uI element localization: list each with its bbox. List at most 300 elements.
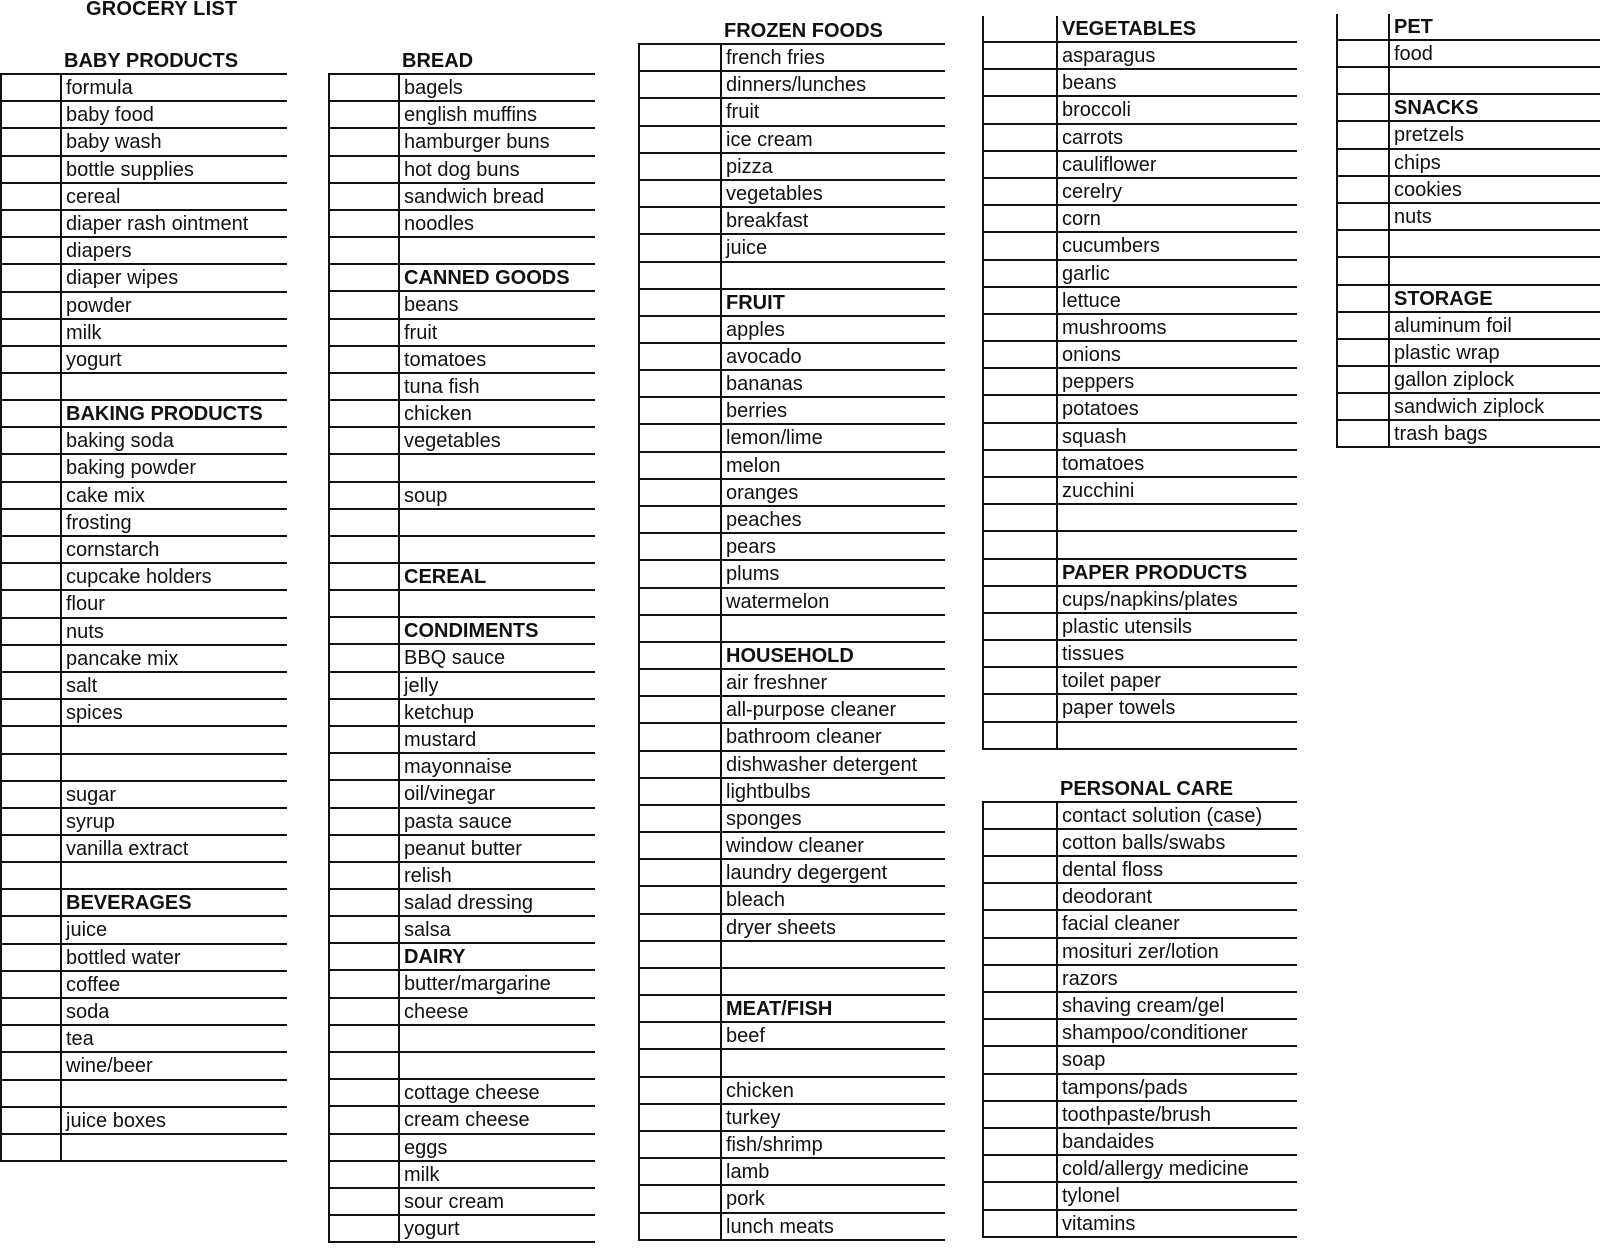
item-checkbox[interactable] (2, 293, 62, 318)
item-checkbox[interactable] (984, 1211, 1058, 1236)
item-checkbox[interactable] (2, 483, 62, 508)
item-checkbox[interactable] (2, 836, 62, 861)
list-item (328, 483, 595, 510)
list-item (982, 587, 1297, 614)
item-checkbox[interactable] (640, 561, 722, 586)
list-item (328, 238, 595, 265)
item-label: mustard (404, 728, 477, 751)
list-item (638, 779, 945, 806)
item-checkbox[interactable] (1338, 150, 1390, 175)
list-item (982, 911, 1297, 938)
item-label: plastic wrap (1394, 341, 1500, 364)
item-checkbox[interactable] (2, 809, 62, 834)
item-label (62, 727, 66, 752)
section-header (328, 265, 595, 292)
item-label: dryer sheets (726, 916, 837, 939)
item-checkbox[interactable] (640, 453, 722, 478)
item-label: beef (726, 1025, 765, 1048)
list-item (0, 1081, 287, 1108)
list-item (638, 1159, 945, 1186)
item-checkbox[interactable] (984, 830, 1058, 855)
item-checkbox[interactable] (2, 320, 62, 345)
item-checkbox[interactable] (640, 887, 722, 912)
item-checkbox[interactable] (640, 398, 722, 423)
section-header (328, 564, 595, 591)
item-checkbox[interactable] (984, 884, 1058, 909)
item-checkbox[interactable] (640, 942, 722, 967)
item-checkbox[interactable] (984, 396, 1058, 421)
item-checkbox[interactable] (984, 1047, 1058, 1072)
list-item (982, 396, 1297, 423)
list-item (982, 1183, 1297, 1210)
item-label: razors (1062, 967, 1118, 990)
item-checkbox[interactable] (1338, 421, 1390, 446)
item-checkbox[interactable] (984, 233, 1058, 258)
list-item (638, 45, 945, 72)
item-checkbox[interactable] (984, 614, 1058, 639)
item-checkbox[interactable] (2, 863, 62, 888)
header-checkbox-cell (1338, 95, 1390, 120)
list-item (328, 510, 595, 537)
list-item (0, 75, 287, 102)
item-checkbox[interactable] (2, 1053, 62, 1078)
page-title: GROCERY LIST (86, 0, 238, 20)
list-item (638, 887, 945, 914)
item-checkbox[interactable] (330, 863, 400, 888)
item-checkbox[interactable] (640, 1078, 722, 1103)
item-label: garlic (1062, 262, 1110, 285)
item-checkbox[interactable] (330, 238, 400, 263)
header-checkbox-cell (640, 643, 722, 668)
item-checkbox[interactable] (984, 668, 1058, 693)
list-item (0, 945, 287, 972)
item-checkbox[interactable] (330, 537, 400, 562)
item-checkbox[interactable] (984, 369, 1058, 394)
item-checkbox[interactable] (330, 347, 400, 372)
list-item (328, 75, 595, 102)
item-checkbox[interactable] (640, 235, 722, 260)
item-checkbox[interactable] (2, 673, 62, 698)
section-title: BABY PRODUCTS (64, 50, 239, 72)
list-item (328, 1053, 595, 1080)
item-checkbox[interactable] (984, 1183, 1058, 1208)
item-checkbox[interactable] (330, 700, 400, 725)
item-checkbox[interactable] (330, 184, 400, 209)
item-checkbox[interactable] (640, 317, 722, 342)
item-label: cotton balls/swabs (1062, 831, 1226, 854)
item-checkbox[interactable] (330, 1189, 400, 1214)
item-checkbox[interactable] (640, 507, 722, 532)
item-checkbox[interactable] (330, 809, 400, 834)
item-label: lightbulbs (726, 780, 811, 803)
list-item (0, 1135, 287, 1162)
item-checkbox[interactable] (640, 263, 722, 288)
item-label (400, 238, 404, 263)
item-checkbox[interactable] (984, 342, 1058, 367)
item-checkbox[interactable] (984, 505, 1058, 530)
item-checkbox[interactable] (330, 428, 400, 453)
item-checkbox[interactable] (640, 480, 722, 505)
item-checkbox[interactable] (1338, 258, 1390, 283)
item-checkbox[interactable] (640, 806, 722, 831)
item-label: hamburger buns (404, 131, 550, 154)
item-checkbox[interactable] (2, 999, 62, 1024)
list-item (982, 478, 1297, 505)
item-checkbox[interactable] (640, 1023, 722, 1048)
item-checkbox[interactable] (330, 129, 400, 154)
item-checkbox[interactable] (1338, 204, 1390, 229)
list-item (982, 1020, 1297, 1047)
list-item (328, 1189, 595, 1216)
item-checkbox[interactable] (330, 102, 400, 127)
item-label: gallon ziplock (1394, 368, 1515, 391)
item-label (62, 1081, 66, 1106)
item-checkbox[interactable] (330, 1026, 400, 1051)
item-checkbox[interactable] (984, 1075, 1058, 1100)
item-checkbox[interactable] (330, 754, 400, 779)
item-checkbox[interactable] (2, 755, 62, 780)
item-checkbox[interactable] (1338, 340, 1390, 365)
item-checkbox[interactable] (330, 1107, 400, 1132)
item-checkbox[interactable] (1338, 313, 1390, 338)
item-checkbox[interactable] (2, 374, 62, 399)
list-item (982, 830, 1297, 857)
item-checkbox[interactable] (330, 999, 400, 1024)
item-checkbox[interactable] (2, 591, 62, 616)
item-checkbox[interactable] (330, 1080, 400, 1105)
list-item (0, 700, 287, 727)
item-label: cheese (404, 1000, 469, 1023)
item-checkbox[interactable] (2, 1081, 62, 1106)
section-header (1336, 14, 1600, 41)
item-checkbox[interactable] (2, 428, 62, 453)
list-item (0, 972, 287, 999)
item-label: sugar (66, 783, 117, 806)
item-checkbox[interactable] (2, 129, 62, 154)
item-label: avocado (726, 345, 802, 368)
item-checkbox[interactable] (984, 43, 1058, 68)
item-label: bagels (404, 77, 463, 99)
list-item (328, 890, 595, 917)
item-label: bottled water (66, 946, 181, 969)
item-checkbox[interactable] (2, 700, 62, 725)
item-checkbox[interactable] (330, 836, 400, 861)
header-checkbox-cell (1338, 14, 1390, 39)
item-label: zucchini (1062, 480, 1135, 502)
list-item (638, 371, 945, 398)
list-item (638, 154, 945, 181)
item-label: window cleaner (726, 835, 864, 858)
item-checkbox[interactable] (2, 727, 62, 752)
header-checkbox-cell (984, 560, 1058, 585)
item-checkbox[interactable] (984, 587, 1058, 612)
item-checkbox[interactable] (984, 1156, 1058, 1181)
item-checkbox[interactable] (2, 564, 62, 589)
header-checkbox-cell (330, 618, 400, 643)
section-header (638, 996, 945, 1023)
item-checkbox[interactable] (1338, 394, 1390, 419)
list-item (328, 809, 595, 836)
item-checkbox[interactable] (2, 265, 62, 290)
item-checkbox[interactable] (330, 211, 400, 236)
item-checkbox[interactable] (330, 591, 400, 616)
list-item (1336, 122, 1600, 149)
item-checkbox[interactable] (640, 181, 722, 206)
item-checkbox[interactable] (640, 833, 722, 858)
list-item (328, 401, 595, 428)
item-checkbox[interactable] (1338, 41, 1390, 66)
list-item (982, 993, 1297, 1020)
item-label (62, 755, 66, 780)
list-item (638, 1050, 945, 1077)
item-checkbox[interactable] (640, 1050, 722, 1075)
item-checkbox[interactable] (2, 102, 62, 127)
item-checkbox[interactable] (330, 157, 400, 182)
item-checkbox[interactable] (640, 371, 722, 396)
item-checkbox[interactable] (2, 347, 62, 372)
list-item (328, 1162, 595, 1189)
item-checkbox[interactable] (984, 261, 1058, 286)
list-item (0, 129, 287, 156)
item-checkbox[interactable] (1338, 367, 1390, 392)
item-checkbox[interactable] (984, 125, 1058, 150)
item-checkbox[interactable] (330, 292, 400, 317)
section-title: FROZEN FOODS (724, 20, 883, 42)
item-checkbox[interactable] (640, 534, 722, 559)
item-checkbox[interactable] (2, 537, 62, 562)
item-label: fruit (726, 101, 760, 124)
item-label: chips (1394, 151, 1441, 174)
item-label: tomatoes (1062, 452, 1145, 475)
item-checkbox[interactable] (640, 779, 722, 804)
item-checkbox[interactable] (640, 425, 722, 450)
item-checkbox[interactable] (984, 993, 1058, 1018)
item-label: sponges (726, 807, 802, 830)
item-checkbox[interactable] (330, 781, 400, 806)
item-checkbox[interactable] (2, 1108, 62, 1133)
list-item (1336, 231, 1600, 258)
item-checkbox[interactable] (2, 782, 62, 807)
item-checkbox[interactable] (2, 619, 62, 644)
item-label: dental floss (1062, 859, 1164, 882)
list-item (0, 320, 287, 347)
item-label: cottage cheese (404, 1082, 540, 1105)
item-checkbox[interactable] (984, 695, 1058, 720)
item-checkbox[interactable] (640, 1105, 722, 1130)
item-checkbox[interactable] (984, 451, 1058, 476)
item-checkbox[interactable] (984, 179, 1058, 204)
item-checkbox[interactable] (640, 1214, 722, 1239)
list-item (1336, 177, 1600, 204)
item-checkbox[interactable] (640, 208, 722, 233)
item-checkbox[interactable] (984, 424, 1058, 449)
item-checkbox[interactable] (330, 75, 400, 100)
item-checkbox[interactable] (330, 890, 400, 915)
list-section (1336, 95, 1600, 285)
item-checkbox[interactable] (984, 97, 1058, 122)
item-checkbox[interactable] (2, 917, 62, 942)
item-checkbox[interactable] (330, 971, 400, 996)
item-checkbox[interactable] (640, 697, 722, 722)
list-item (638, 480, 945, 507)
item-checkbox[interactable] (330, 1135, 400, 1160)
item-label: syrup (66, 810, 115, 833)
item-label: soap (1062, 1049, 1106, 1072)
item-checkbox[interactable] (640, 127, 722, 152)
list-section (0, 401, 287, 890)
item-checkbox[interactable] (984, 206, 1058, 231)
list-item (982, 288, 1297, 315)
item-checkbox[interactable] (640, 1186, 722, 1211)
item-label: all-purpose cleaner (726, 699, 897, 722)
item-checkbox[interactable] (330, 1053, 400, 1078)
item-checkbox[interactable] (640, 72, 722, 97)
item-label: oil/vinegar (404, 783, 496, 806)
item-label (722, 969, 726, 994)
item-checkbox[interactable] (984, 152, 1058, 177)
item-checkbox[interactable] (640, 860, 722, 885)
item-checkbox[interactable] (640, 969, 722, 994)
list-item (638, 425, 945, 452)
item-label: cold/allergy medicine (1062, 1158, 1249, 1181)
list-item (328, 700, 595, 727)
item-checkbox[interactable] (1338, 177, 1390, 202)
item-checkbox[interactable] (984, 478, 1058, 503)
list-item (638, 1132, 945, 1159)
item-checkbox[interactable] (984, 803, 1058, 828)
item-checkbox[interactable] (330, 455, 400, 480)
item-label: cake mix (66, 484, 145, 507)
item-checkbox[interactable] (2, 184, 62, 209)
item-checkbox[interactable] (984, 723, 1058, 748)
item-checkbox[interactable] (984, 288, 1058, 313)
list-item (638, 127, 945, 154)
item-checkbox[interactable] (2, 945, 62, 970)
item-checkbox[interactable] (2, 972, 62, 997)
item-label: nuts (66, 620, 104, 643)
list-item (638, 697, 945, 724)
item-label (722, 1050, 726, 1075)
item-checkbox[interactable] (330, 917, 400, 942)
item-checkbox[interactable] (330, 645, 400, 670)
item-checkbox[interactable] (984, 70, 1058, 95)
item-label: watermelon (726, 590, 830, 613)
list-item (638, 263, 945, 290)
item-label: mosituri zer/lotion (1062, 940, 1219, 963)
list-section (328, 618, 595, 944)
item-label: plums (726, 563, 780, 586)
item-label: ketchup (404, 701, 475, 724)
item-checkbox[interactable] (330, 673, 400, 698)
item-label: salt (66, 674, 98, 697)
item-checkbox[interactable] (2, 157, 62, 182)
item-checkbox[interactable] (330, 374, 400, 399)
item-label: salad dressing (404, 892, 533, 915)
item-checkbox[interactable] (640, 670, 722, 695)
item-checkbox[interactable] (640, 1159, 722, 1184)
item-label (400, 455, 404, 480)
list-item (638, 670, 945, 697)
item-checkbox[interactable] (640, 589, 722, 614)
item-checkbox[interactable] (640, 724, 722, 749)
item-checkbox[interactable] (984, 911, 1058, 936)
item-checkbox[interactable] (2, 1135, 62, 1160)
list-item (1336, 367, 1600, 394)
item-checkbox[interactable] (640, 1132, 722, 1157)
item-label: baking soda (66, 430, 174, 453)
item-checkbox[interactable] (640, 154, 722, 179)
item-checkbox[interactable] (984, 966, 1058, 991)
item-checkbox[interactable] (330, 483, 400, 508)
item-checkbox[interactable] (330, 320, 400, 345)
item-checkbox[interactable] (984, 1020, 1058, 1045)
item-checkbox[interactable] (640, 616, 722, 641)
item-checkbox[interactable] (2, 646, 62, 671)
item-checkbox[interactable] (330, 1162, 400, 1187)
list-item (982, 424, 1297, 451)
item-checkbox[interactable] (1338, 231, 1390, 256)
item-checkbox[interactable] (984, 532, 1058, 557)
item-checkbox[interactable] (2, 455, 62, 480)
item-checkbox[interactable] (1338, 122, 1390, 147)
item-checkbox[interactable] (984, 1102, 1058, 1127)
list-section (328, 564, 595, 618)
list-item (328, 184, 595, 211)
item-label: lettuce (1062, 289, 1121, 312)
item-label (722, 616, 726, 641)
list-item (638, 507, 945, 534)
item-label: tea (66, 1028, 94, 1051)
item-label: cauliflower (1062, 153, 1157, 176)
list-item (0, 755, 287, 782)
list-item (638, 1078, 945, 1105)
item-checkbox[interactable] (640, 915, 722, 940)
item-checkbox[interactable] (330, 727, 400, 752)
item-checkbox[interactable] (2, 75, 62, 100)
item-checkbox[interactable] (984, 857, 1058, 882)
item-checkbox[interactable] (640, 344, 722, 369)
item-checkbox[interactable] (2, 211, 62, 236)
item-checkbox[interactable] (2, 510, 62, 535)
item-checkbox[interactable] (330, 401, 400, 426)
item-label: shaving cream/gel (1062, 995, 1225, 1017)
item-label: dishwasher detergent (726, 753, 918, 776)
item-checkbox[interactable] (330, 1216, 400, 1241)
item-checkbox[interactable] (330, 510, 400, 535)
item-label: squash (1062, 425, 1127, 448)
item-checkbox[interactable] (984, 1129, 1058, 1154)
list-item (982, 614, 1297, 641)
list-item (638, 942, 945, 969)
item-checkbox[interactable] (2, 1026, 62, 1051)
item-checkbox[interactable] (1338, 68, 1390, 93)
item-checkbox[interactable] (640, 752, 722, 777)
item-label: cucumbers (1062, 235, 1160, 258)
item-checkbox[interactable] (640, 45, 722, 70)
item-checkbox[interactable] (2, 238, 62, 263)
item-checkbox[interactable] (640, 99, 722, 124)
list-item (638, 724, 945, 751)
list-item (982, 857, 1297, 884)
list-item (328, 374, 595, 401)
item-label: milk (66, 321, 102, 344)
item-checkbox[interactable] (984, 315, 1058, 340)
item-checkbox[interactable] (984, 939, 1058, 964)
item-checkbox[interactable] (984, 641, 1058, 666)
list-item (328, 347, 595, 374)
list-item (0, 184, 287, 211)
item-label: baking powder (66, 457, 197, 480)
